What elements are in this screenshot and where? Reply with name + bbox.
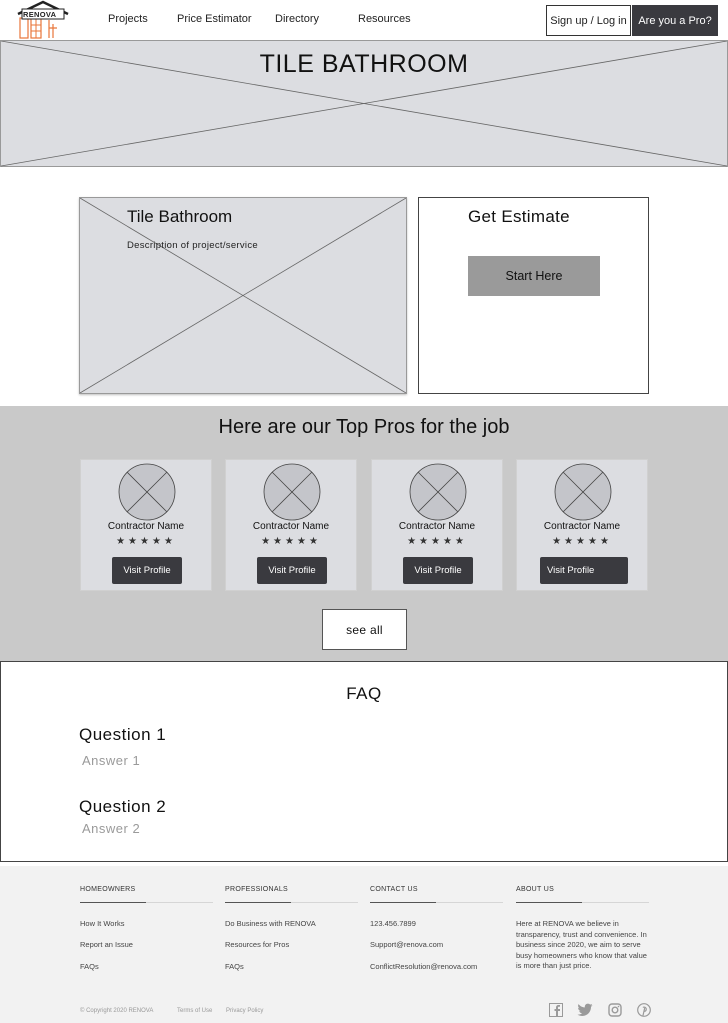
pro-card [516,459,648,591]
rating-stars: ★★★★★ [407,536,467,547]
footer-support-email[interactable]: Support@renova.com [370,940,444,949]
footer-heading-homeowners: HOMEOWNERS [80,886,136,893]
copyright-text: © Copyright 2020 RENOVA [80,1008,154,1014]
facebook-icon[interactable] [549,1003,563,1017]
signup-login-button[interactable]: Sign up / Log in [546,5,631,36]
pro-card [80,459,212,591]
renova-logo[interactable] [16,0,70,39]
footer-divider [225,902,358,903]
footer-link[interactable]: How It Works [80,919,125,928]
contractor-name: Contractor Name [107,521,185,532]
avatar-placeholder-icon [554,463,612,521]
contractor-name: Contractor Name [398,521,476,532]
service-title: Tile Bathroom [127,207,233,226]
nav-link-directory[interactable]: Directory [275,13,320,25]
are-you-a-pro-button[interactable]: Are you a Pro? [632,5,718,36]
top-pros-title: Here are our Top Pros for the job [218,416,510,438]
see-all-button[interactable]: see all [322,609,407,650]
contractor-name: Contractor Name [252,521,330,532]
footer-heading-professionals: PROFESSIONALS [225,886,289,893]
pinterest-icon[interactable] [637,1003,651,1017]
avatar-placeholder-icon [409,463,467,521]
hero-title: TILE BATHROOM [259,50,469,78]
rating-stars: ★★★★★ [552,536,612,547]
image-placeholder-icon [80,198,406,393]
contractor-name: Contractor Name [543,521,621,532]
visit-profile-button[interactable]: Visit Profile [540,557,628,584]
visit-profile-button[interactable]: Visit Profile [112,557,182,584]
logo-text: RENOVA [23,10,57,19]
nav-link-projects[interactable]: Projects [108,13,148,25]
faq-answer: Answer 1 [82,753,141,768]
rating-stars: ★★★★★ [261,536,321,547]
faq-title: FAQ [346,684,382,703]
avatar-placeholder-icon [118,463,176,521]
service-description: Description of project/service [127,240,258,251]
footer-phone[interactable]: 123.456.7899 [370,919,416,928]
nav-link-price-estimator[interactable]: Price Estimator [177,13,252,25]
footer-link[interactable]: Resources for Pros [225,940,290,949]
pro-card [225,459,357,591]
footer-link[interactable]: FAQs [80,962,99,971]
top-nav [0,0,728,40]
footer-divider [80,902,213,903]
privacy-link[interactable]: Privacy Policy [226,1008,264,1014]
start-here-button[interactable]: Start Here [468,256,600,296]
footer-conflict-email[interactable]: ConflictResolution@renova.com [370,962,478,971]
avatar-placeholder-icon [263,463,321,521]
instagram-icon[interactable] [608,1003,622,1017]
footer-link[interactable]: FAQs [225,962,244,971]
pro-card [371,459,503,591]
visit-profile-button[interactable]: Visit Profile [403,557,473,584]
footer-divider [370,902,503,903]
nav-link-resources[interactable]: Resources [358,13,411,25]
footer-about-text: Here at RENOVA we believe in transparency, trust and convenience. In business since 2020, we aim to serve busy homeowners who know that value is more than just price. [516,919,647,970]
footer-link[interactable]: Do Business with RENOVA [225,919,316,928]
visit-profile-button[interactable]: Visit Profile [257,557,327,584]
twitter-icon[interactable] [577,1003,593,1017]
faq-answer: Answer 2 [82,821,141,836]
footer-heading-contact: CONTACT US [370,886,418,893]
footer-heading-about: ABOUT US [516,886,555,893]
footer-link[interactable]: Report an Issue [80,940,133,949]
estimate-title: Get Estimate [468,207,570,226]
rating-stars: ★★★★★ [116,536,176,547]
footer-divider [516,902,649,903]
faq-question[interactable]: Question 1 [79,725,167,744]
faq-question[interactable]: Question 2 [79,797,167,816]
terms-link[interactable]: Terms of Use [177,1008,213,1014]
